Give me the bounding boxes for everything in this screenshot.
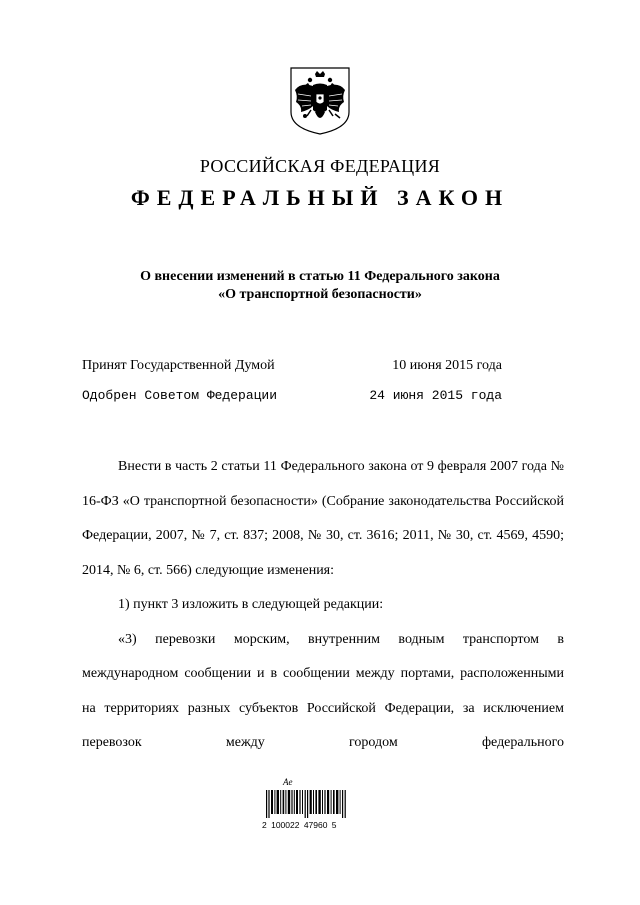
- body-paragraph-1: Внести в часть 2 статьи 11 Федерального закона от 9 февраля 2007 года № 16-ФЗ «О транспортной безопасности» (Собрание законодательства Российской Федерации, 2007, № 7, ст. 837; 2008, № 30, ст. 3616; 2011, № 30, ст. 4569, 4590; 2014, № 6, ст. 566) следующие изменения:: [82, 459, 564, 578]
- law-title-line-2: «О транспортной безопасности»: [218, 287, 422, 302]
- coat-of-arms-emblem: [289, 66, 351, 136]
- council-date: 24 июня 2015 года: [369, 388, 502, 403]
- council-label: Одобрен Советом Федерации: [82, 388, 278, 403]
- law-title-line-1: О внесении изменений в статью 11 Федерального закона: [140, 269, 500, 284]
- duma-date: 10 июня 2015 года: [392, 358, 502, 373]
- barcode: [266, 790, 346, 818]
- document-type-heading: ФЕДЕРАЛЬНЫЙ ЗАКОН: [130, 185, 510, 210]
- body-paragraph-2: 1) пункт 3 изложить в следующей редакции:: [118, 597, 384, 612]
- duma-label: Принят Государственной Думой: [82, 358, 275, 373]
- barcode-mark: Ae: [283, 777, 293, 787]
- body-paragraph-3: «3) перевозки морским, внутренним водным транспортом в международном сообщении и в сообщении между портами, расположенными на территориях разных субъектов Российской Федерации, за исключением перевозок между городом федерального: [82, 631, 564, 750]
- country-heading: РОССИЙСКАЯ ФЕДЕРАЦИЯ: [199, 156, 441, 176]
- law-body-text: [82, 450, 564, 761]
- law-title: [60, 268, 580, 304]
- barcode-number: 2 100022 47960 5: [262, 820, 337, 830]
